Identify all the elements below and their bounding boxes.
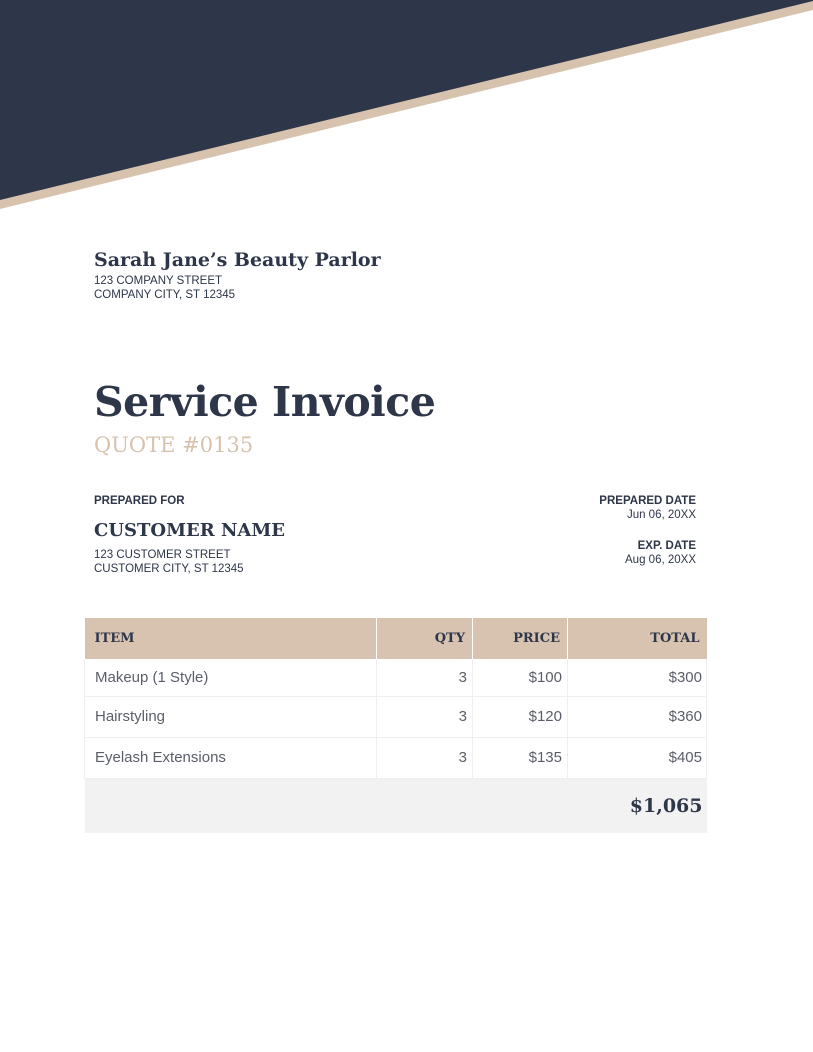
exp-date-value: Aug 06, 20XX [625, 554, 696, 566]
item-name: Makeup (1 Style) [85, 659, 377, 696]
item-total: $360 [568, 696, 707, 737]
company-street: 123 COMPANY STREET [94, 275, 223, 287]
prepared-for-label: PREPARED FOR [94, 495, 185, 507]
item-price: $100 [473, 659, 568, 696]
document-title: Service Invoice [94, 378, 436, 426]
header-item: ITEM [85, 618, 377, 659]
item-qty: 3 [377, 659, 473, 696]
item-price: $120 [473, 696, 568, 737]
item-name: Hairstyling [85, 696, 377, 737]
items-table [84, 618, 707, 833]
item-qty: 3 [377, 737, 473, 778]
customer-city: CUSTOMER CITY, ST 12345 [94, 563, 244, 575]
customer-street: 123 CUSTOMER STREET [94, 549, 231, 561]
header-banner [0, 0, 813, 215]
item-price: $135 [473, 737, 568, 778]
grand-total-row [85, 778, 707, 833]
prepared-date-label: PREPARED DATE [599, 495, 696, 507]
company-city: COMPANY CITY, ST 12345 [94, 289, 236, 301]
table-row [85, 737, 707, 778]
table-row [85, 696, 707, 737]
header-total: TOTAL [568, 618, 707, 659]
table-header-row [85, 618, 707, 659]
grand-total: $1,065 [629, 794, 703, 817]
company-name: Sarah Jane’s Beauty Parlor [94, 249, 381, 271]
header-price: PRICE [473, 618, 568, 659]
customer-name: CUSTOMER NAME [94, 520, 286, 541]
table-row [85, 659, 707, 696]
prepared-date-value: Jun 06, 20XX [626, 509, 696, 521]
item-total: $300 [568, 659, 707, 696]
quote-number: QUOTE #0135 [94, 433, 254, 457]
item-qty: 3 [377, 696, 473, 737]
header-qty: QTY [377, 618, 473, 659]
exp-date-label: EXP. DATE [637, 540, 696, 552]
item-name: Eyelash Extensions [85, 737, 377, 778]
item-total: $405 [568, 737, 707, 778]
